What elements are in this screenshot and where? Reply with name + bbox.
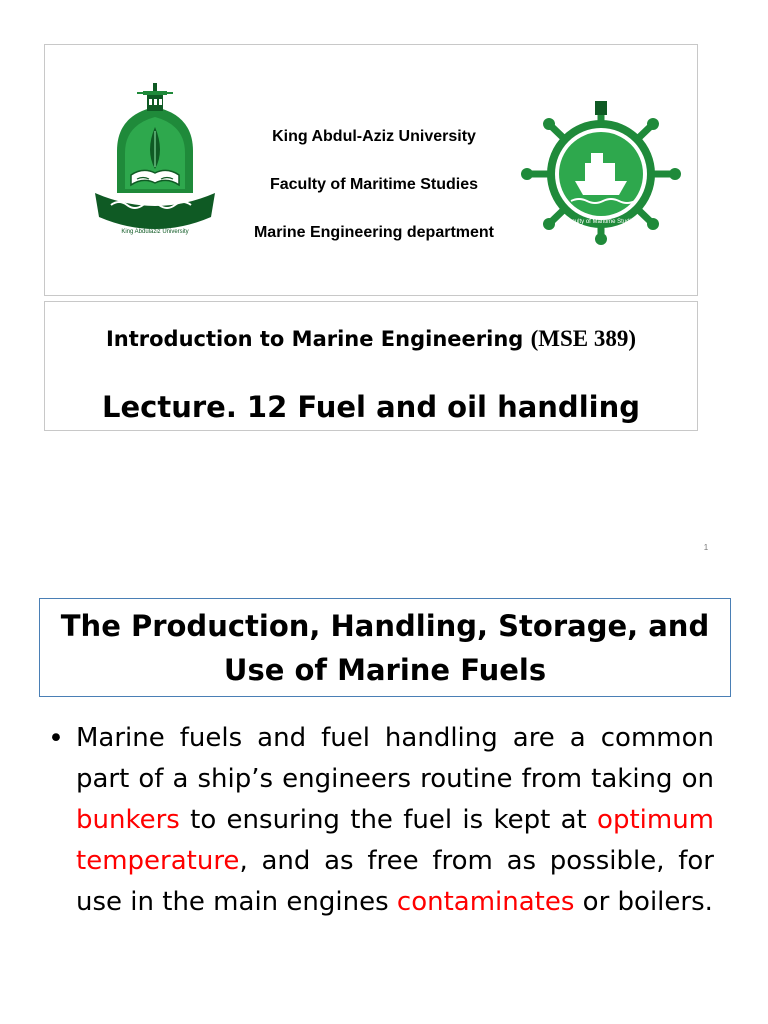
header-box xyxy=(44,44,698,296)
bullet-icon: • xyxy=(48,723,64,754)
lecture-title: Lecture. 12 Fuel and oil handling xyxy=(102,390,640,424)
bullet-part-4: or boilers. xyxy=(574,887,713,917)
slide-title-line-1: The Production, Handling, Storage, and xyxy=(60,609,710,643)
header-lines xyxy=(229,125,519,269)
highlight-bunkers: bunkers xyxy=(76,805,180,835)
faculty-name: Faculty of Maritime Studies xyxy=(269,176,479,193)
course-code: (MSE 389) xyxy=(530,326,637,351)
department-name: Marine Engineering department xyxy=(253,224,495,241)
bullet-text xyxy=(76,718,714,923)
ship-wheel-logo-icon xyxy=(519,101,683,247)
bullet-part-2: to ensuring the fuel is kept at xyxy=(179,805,598,835)
highlight-contaminates: contaminates xyxy=(396,887,575,917)
highlight-optimum-temperature: optimum temperature xyxy=(76,805,714,876)
course-title xyxy=(45,326,697,352)
bullet-part-1: Marine fuels and fuel handling are a common part of a ship’s engineers routine from taking on xyxy=(76,723,714,794)
bullet-part-3: , and as free from as possible, for use in the main engines xyxy=(76,846,714,917)
university-name: King Abdul-Aziz University xyxy=(272,128,476,145)
title-box xyxy=(44,301,698,431)
slide-title-line-2: Use of Marine Fuels xyxy=(223,653,547,687)
slide-title-box xyxy=(39,598,731,697)
uni-logo-text: King Abdulaziz University xyxy=(121,229,189,235)
university-logo-icon xyxy=(91,81,219,245)
page-number: 1 xyxy=(703,543,709,552)
ship-logo-text: Faculty of Maritime Studies xyxy=(564,219,638,225)
course-name: Introduction to Marine Engineering xyxy=(105,327,531,351)
